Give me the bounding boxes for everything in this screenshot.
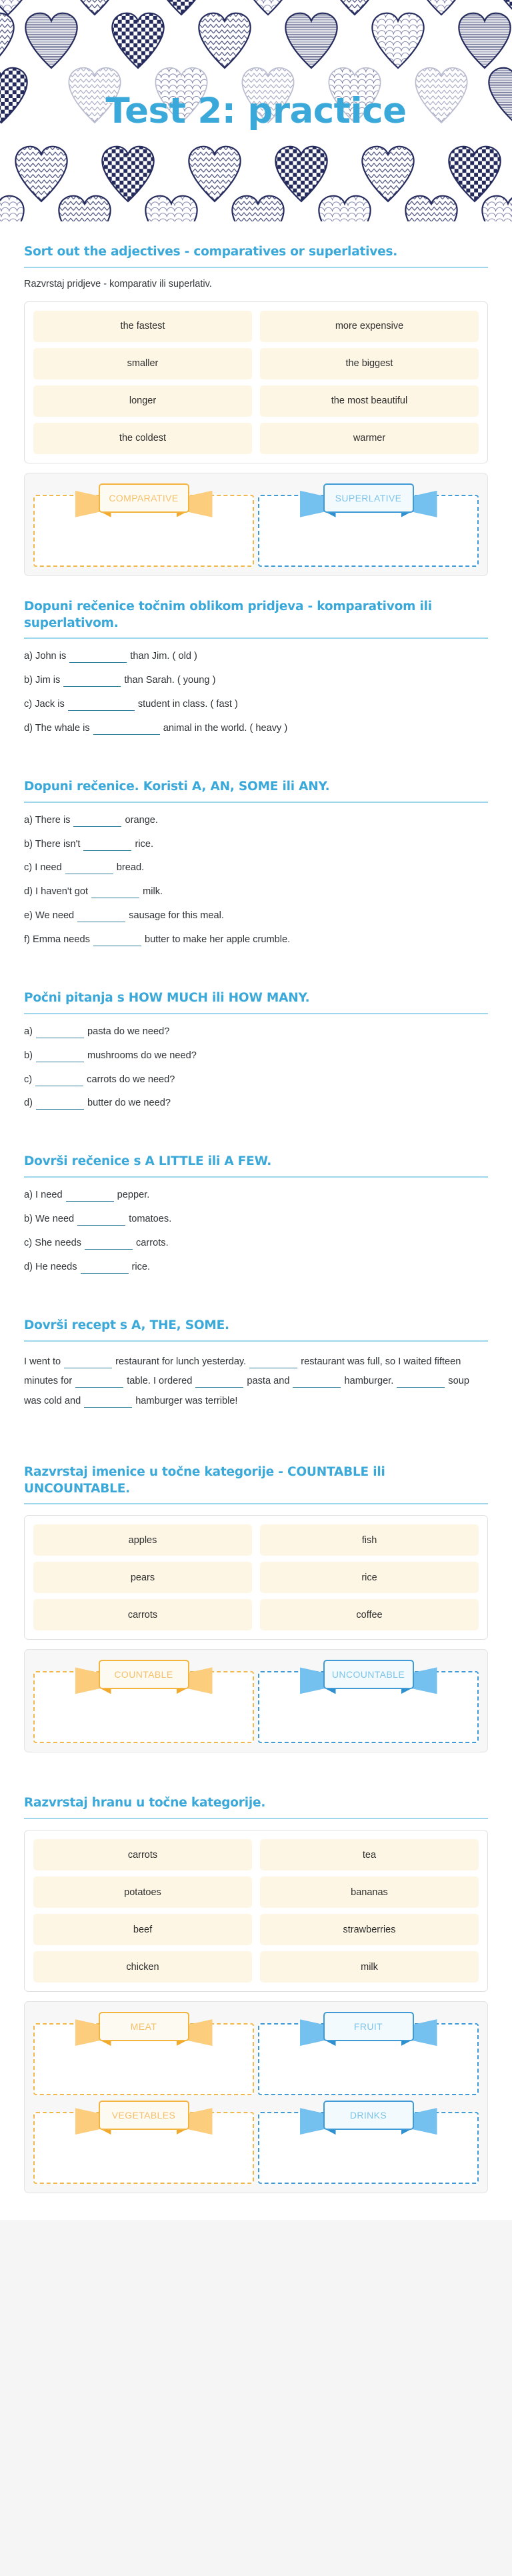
question-prefix: d) I haven't got [24, 886, 89, 898]
dropzone-meat[interactable] [33, 2023, 254, 2095]
ribbon-banner [99, 483, 189, 513]
question-line [24, 933, 488, 948]
question-line [24, 1236, 488, 1251]
section-title: Razvrstaj hranu u točne kategorije. [24, 1796, 266, 1810]
answer-blank[interactable] [36, 1098, 84, 1110]
dropzone-group [24, 1649, 488, 1752]
dropzone-label: UNCOUNTABLE [323, 1660, 414, 1689]
question-prefix: b) [24, 1050, 33, 1061]
question-line [24, 698, 488, 712]
title-divider [24, 1503, 488, 1504]
answer-blank[interactable] [73, 816, 121, 827]
tile-pool [24, 1830, 488, 1992]
title-divider [24, 1013, 488, 1014]
answer-blank[interactable] [77, 1214, 125, 1226]
question-suffix: milk. [143, 886, 163, 898]
question-suffix: butter to make her apple crumble. [144, 934, 291, 946]
word-tile[interactable]: milk [260, 1951, 479, 1983]
answer-blank[interactable] [249, 1357, 297, 1368]
question-suffix: rice. [131, 1261, 151, 1272]
ribbon-tail-right-icon [186, 491, 213, 517]
word-tile[interactable]: fish [260, 1524, 479, 1556]
section-title: Počni pitanja s HOW MUCH ili HOW MANY. [24, 991, 310, 1006]
section-recipe [24, 1295, 488, 1412]
dropzone-label: COMPARATIVE [99, 483, 189, 513]
question-line [24, 1073, 488, 1088]
word-tile[interactable]: beef [33, 1914, 252, 1945]
section-a-an-some-any [24, 756, 488, 948]
question-suffix: mushrooms do we need? [87, 1050, 197, 1061]
word-tile[interactable]: apples [33, 1524, 252, 1556]
question-prefix: c) Jack is [24, 699, 65, 710]
paragraph-part: hamburger. [344, 1376, 394, 1387]
question-line [24, 861, 488, 876]
question-prefix: d) The whale is [24, 723, 90, 734]
ribbon-tail-right-icon [411, 1667, 437, 1694]
section-title: Dovrši rečenice s A LITTLE ili A FEW. [24, 1154, 272, 1169]
ribbon-banner [99, 1660, 189, 1689]
word-tile[interactable]: carrots [33, 1599, 252, 1630]
section-subtitle: Razvrstaj pridjeve - komparativ ili superlativ. [24, 278, 212, 289]
answer-blank[interactable] [64, 1357, 112, 1368]
answer-blank[interactable] [36, 1051, 84, 1062]
answer-blank[interactable] [63, 676, 121, 687]
ribbon-tail-left-icon [75, 2108, 102, 2135]
answer-blank[interactable] [85, 1238, 133, 1250]
word-tile[interactable]: smaller [33, 348, 252, 379]
title-divider [24, 802, 488, 803]
question-suffix: tomatoes. [129, 1214, 172, 1225]
section-title: Dovrši recept s A, THE, SOME. [24, 1318, 229, 1332]
question-suffix: rice. [135, 838, 154, 850]
hero-banner [0, 0, 512, 221]
ribbon-banner [99, 2012, 189, 2041]
question-suffix: than Sarah. ( young ) [124, 675, 216, 686]
section-a-little-a-few [24, 1131, 488, 1274]
ribbon-tail-left-icon [300, 2108, 327, 2135]
word-tile[interactable]: the coldest [33, 423, 252, 454]
dropzone-label: FRUIT [323, 2012, 414, 2041]
section-title: Razvrstaj imenice u točne kategorije - COUNTABLE ili UNCOUNTABLE. [24, 1464, 385, 1496]
dropzone-fruit[interactable] [258, 2023, 479, 2095]
ribbon-banner [323, 1660, 414, 1689]
ribbon-banner [323, 483, 414, 513]
answer-blank[interactable] [397, 1376, 445, 1388]
paragraph-part: restaurant was full, so I waited fifteen minutes for [24, 1356, 461, 1387]
question-line [24, 1049, 488, 1064]
ribbon-tail-right-icon [186, 1667, 213, 1694]
ribbon-tail-right-icon [186, 2019, 213, 2046]
paragraph-part: hamburger was terrible! [135, 1396, 238, 1407]
question-prefix: c) I need [24, 862, 62, 874]
question-line [24, 1025, 488, 1040]
word-tile[interactable]: carrots [33, 1839, 252, 1870]
word-tile[interactable]: pears [33, 1562, 252, 1593]
dropzone-superlative[interactable] [258, 492, 479, 567]
question-suffix: carrots. [136, 1237, 169, 1248]
question-suffix: carrots do we need? [87, 1074, 175, 1085]
section-title: Dopuni rečenice. Koristi A, AN, SOME ili ANY. [24, 779, 330, 794]
question-prefix: b) There isn't [24, 838, 81, 850]
word-tile[interactable]: more expensive [260, 311, 479, 342]
answer-blank[interactable] [91, 887, 139, 898]
word-tile[interactable]: chicken [33, 1951, 252, 1983]
question-line [24, 838, 488, 852]
tile-pool [24, 301, 488, 463]
question-suffix: pepper. [117, 1190, 150, 1201]
answer-blank[interactable] [293, 1376, 341, 1388]
word-tile[interactable]: longer [33, 385, 252, 417]
word-tile[interactable]: bananas [260, 1876, 479, 1908]
word-tile[interactable]: warmer [260, 423, 479, 454]
paragraph-part: soup was cold and [24, 1376, 469, 1407]
section-comparative-gapfill [24, 576, 488, 736]
question-line [24, 1260, 488, 1275]
dropzone-label: VEGETABLES [99, 2101, 189, 2130]
answer-blank[interactable] [68, 700, 135, 711]
dropzone-label: SUPERLATIVE [323, 483, 414, 513]
question-prefix: a) [24, 1026, 33, 1037]
question-prefix: c) She needs [24, 1237, 81, 1248]
section-countable-uncountable [24, 1442, 488, 1753]
question-line [24, 1188, 488, 1203]
question-suffix: butter do we need? [87, 1098, 171, 1109]
answer-blank[interactable] [83, 840, 131, 851]
question-prefix: b) We need [24, 1214, 75, 1225]
question-line [24, 909, 488, 924]
title-divider [24, 1340, 488, 1342]
paragraph-part: restaurant for lunch yesterday. [115, 1356, 247, 1367]
dropzone-drinks[interactable] [258, 2112, 479, 2184]
question-line [24, 1212, 488, 1227]
question-suffix: animal in the world. ( heavy ) [163, 723, 288, 734]
ribbon-tail-left-icon [300, 2019, 327, 2046]
question-prefix: a) John is [24, 651, 67, 662]
question-suffix: bread. [116, 862, 145, 874]
section-title: Dopuni rečenice točnim oblikom pridjeva - komparativom ili superlativom. [24, 599, 432, 630]
section-sort-adjectives [24, 221, 488, 576]
section-food-categories [24, 1772, 488, 2193]
question-prefix: d) [24, 1098, 33, 1109]
question-prefix: d) He needs [24, 1261, 77, 1272]
question-prefix: b) Jim is [24, 675, 61, 686]
paragraph-part: pasta and [247, 1376, 290, 1387]
answer-blank[interactable] [93, 724, 160, 735]
question-line [24, 650, 488, 664]
dropzone-countable[interactable] [33, 1671, 254, 1743]
ribbon-tail-right-icon [411, 2019, 437, 2046]
question-suffix: than Jim. ( old ) [130, 651, 197, 662]
answer-blank[interactable] [195, 1376, 243, 1388]
word-tile[interactable]: coffee [260, 1599, 479, 1630]
dropzone-comparative[interactable] [33, 492, 254, 567]
question-line [24, 885, 488, 900]
tile-pool [24, 1515, 488, 1640]
ribbon-tail-left-icon [75, 491, 102, 517]
question-suffix: orange. [125, 814, 158, 826]
word-tile[interactable]: strawberries [260, 1914, 479, 1945]
question-prefix: f) Emma needs [24, 934, 90, 946]
question-line [24, 814, 488, 828]
title-divider [24, 1818, 488, 1819]
dropzone-uncountable[interactable] [258, 1671, 479, 1743]
ribbon-tail-left-icon [300, 1667, 327, 1694]
answer-blank[interactable] [77, 911, 125, 922]
answer-blank[interactable] [93, 935, 141, 946]
dropzone-vegetables[interactable] [33, 2112, 254, 2184]
question-line [24, 1096, 488, 1111]
question-prefix: e) We need [24, 910, 75, 922]
question-prefix: a) I need [24, 1190, 63, 1201]
ribbon-banner [323, 2101, 414, 2130]
question-suffix: pasta do we need? [87, 1026, 170, 1037]
ribbon-tail-right-icon [411, 491, 437, 517]
question-prefix: c) [24, 1074, 33, 1085]
paragraph-part: I went to [24, 1356, 61, 1367]
ribbon-tail-left-icon [75, 2019, 102, 2046]
dropzone-label: MEAT [99, 2012, 189, 2041]
answer-blank[interactable] [84, 1396, 132, 1408]
answer-blank[interactable] [81, 1262, 129, 1274]
question-prefix: a) There is [24, 814, 71, 826]
answer-blank[interactable] [36, 1027, 84, 1038]
question-suffix: sausage for this meal. [129, 910, 224, 922]
page-title: Test 2: practice [105, 91, 407, 131]
paragraph-part: table. I ordered [127, 1376, 193, 1387]
dropzone-label: COUNTABLE [99, 1660, 189, 1689]
dropzone-group [24, 473, 488, 576]
word-tile[interactable]: the most beautiful [260, 385, 479, 417]
question-suffix: student in class. ( fast ) [137, 699, 238, 710]
title-divider [24, 267, 488, 268]
answer-blank[interactable] [75, 1376, 123, 1388]
question-line [24, 674, 488, 688]
question-line [24, 722, 488, 736]
word-tile[interactable]: the fastest [33, 311, 252, 342]
answer-blank[interactable] [65, 863, 113, 874]
answer-blank[interactable] [35, 1075, 83, 1086]
section-title: Sort out the adjectives - comparatives or superlatives. [24, 245, 398, 259]
word-tile[interactable]: potatoes [33, 1876, 252, 1908]
answer-blank[interactable] [66, 1190, 114, 1202]
word-tile[interactable]: tea [260, 1839, 479, 1870]
word-tile[interactable]: rice [260, 1562, 479, 1593]
dropzone-group [24, 2001, 488, 2193]
section-how-much-how-many [24, 968, 488, 1111]
ribbon-banner [323, 2012, 414, 2041]
title-divider [24, 1176, 488, 1178]
ribbon-tail-right-icon [186, 2108, 213, 2135]
word-tile[interactable]: the biggest [260, 348, 479, 379]
ribbon-banner [99, 2101, 189, 2130]
ribbon-tail-right-icon [411, 2108, 437, 2135]
worksheet-sheet [0, 221, 512, 2220]
recipe-paragraph [24, 1352, 488, 1412]
ribbon-tail-left-icon [75, 1667, 102, 1694]
ribbon-tail-left-icon [300, 491, 327, 517]
title-divider [24, 637, 488, 639]
answer-blank[interactable] [69, 652, 127, 663]
dropzone-label: DRINKS [323, 2101, 414, 2130]
